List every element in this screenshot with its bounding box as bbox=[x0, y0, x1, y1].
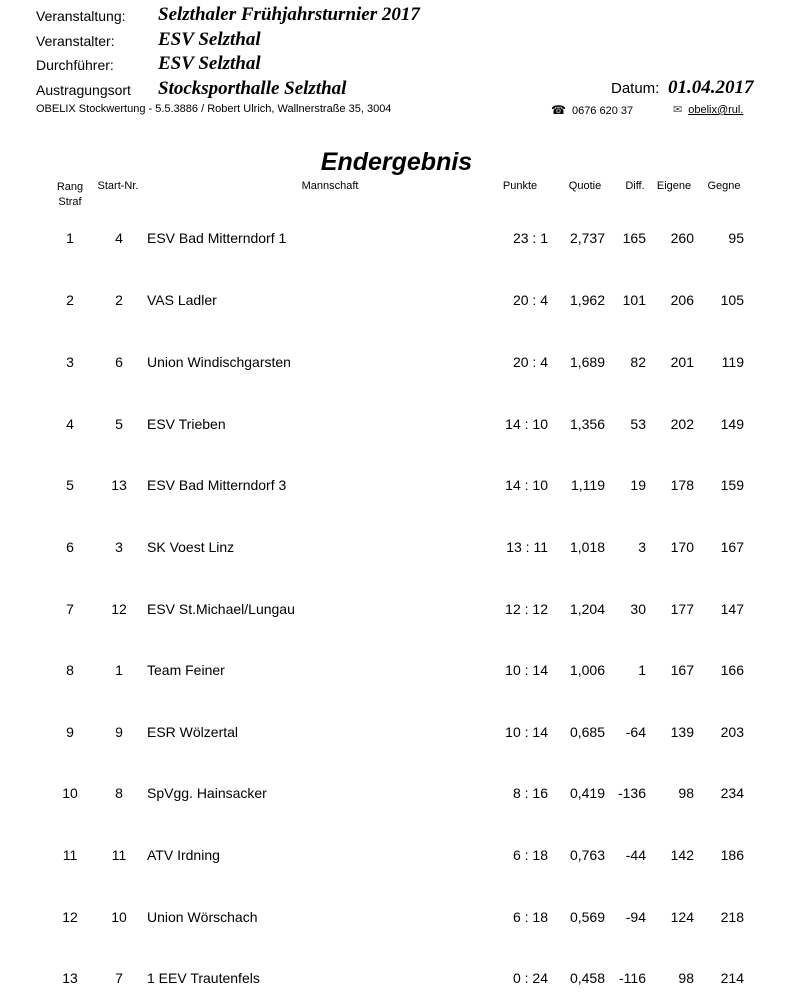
difference-cell: -136 bbox=[617, 785, 646, 801]
quotient-cell: 2,737 bbox=[569, 230, 605, 246]
quotient-cell: 1,119 bbox=[571, 477, 605, 493]
quotient-cell: 1,356 bbox=[569, 416, 605, 432]
start-nr-cell: 3 bbox=[115, 539, 123, 555]
rang-label: Rang bbox=[56, 181, 84, 193]
quotient-cell: 1,018 bbox=[569, 539, 605, 555]
points-cell: 20 : 4 bbox=[512, 292, 548, 308]
start-nr-cell: 10 bbox=[111, 909, 127, 925]
executor-name: ESV Selzthal bbox=[158, 53, 261, 74]
difference-cell: 30 bbox=[630, 601, 646, 617]
opponent-score-cell: 95 bbox=[728, 230, 744, 246]
team-cell: Union Wörschach bbox=[147, 909, 258, 925]
rank-cell: 7 bbox=[66, 601, 74, 617]
date-label: Datum: bbox=[611, 80, 660, 97]
column-header-quotie: Quotie bbox=[568, 180, 602, 192]
team-cell: ESV St.Michael/Lungau bbox=[147, 601, 295, 617]
rank-cell: 2 bbox=[66, 292, 74, 308]
venue-name: Stocksporthalle Selzthal bbox=[158, 78, 347, 99]
points-cell: 13 : 11 bbox=[506, 539, 548, 555]
team-cell: Team Feiner bbox=[147, 662, 225, 678]
start-nr-cell: 12 bbox=[111, 601, 127, 617]
team-cell: Union Windischgarsten bbox=[147, 354, 291, 370]
start-nr-cell: 9 bbox=[115, 724, 123, 740]
points-cell: 6 : 18 bbox=[512, 847, 548, 863]
own-score-cell: 139 bbox=[670, 724, 694, 740]
difference-cell: 1 bbox=[638, 662, 646, 678]
table-row bbox=[0, 724, 800, 744]
difference-cell: 53 bbox=[630, 416, 646, 432]
opponent-score-cell: 167 bbox=[720, 539, 744, 555]
quotient-cell: 0,763 bbox=[569, 847, 605, 863]
table-row bbox=[0, 970, 800, 990]
quotient-cell: 0,685 bbox=[569, 724, 605, 740]
email-address[interactable]: obelix@rul. bbox=[688, 104, 744, 116]
straf-label: Straf bbox=[58, 196, 82, 208]
points-cell: 14 : 10 bbox=[505, 477, 548, 493]
start-nr-cell: 4 bbox=[115, 230, 123, 246]
table-row bbox=[0, 292, 800, 312]
own-score-cell: 202 bbox=[670, 416, 694, 432]
column-header-eigene: Eigene bbox=[656, 180, 692, 192]
quotient-cell: 1,204 bbox=[569, 601, 605, 617]
software-credit: OBELIX Stockwertung - 5.5.3886 / Robert Ulrich, Wallnerstraße 35, 3004 bbox=[36, 103, 392, 115]
column-header-gegne: Gegne bbox=[707, 180, 741, 192]
table-row bbox=[0, 230, 800, 250]
quotient-cell: 0,458 bbox=[569, 970, 605, 986]
points-cell: 23 : 1 bbox=[512, 230, 548, 246]
start-nr-cell: 2 bbox=[115, 292, 123, 308]
opponent-score-cell: 166 bbox=[720, 662, 744, 678]
difference-cell: -94 bbox=[625, 909, 646, 925]
points-cell: 10 : 14 bbox=[505, 724, 548, 740]
difference-cell: 82 bbox=[630, 354, 646, 370]
table-row bbox=[0, 785, 800, 805]
column-header-rang bbox=[52, 180, 88, 210]
start-nr-cell: 7 bbox=[115, 970, 123, 986]
team-cell: SK Voest Linz bbox=[147, 539, 235, 555]
team-cell: ATV Irdning bbox=[147, 847, 220, 863]
difference-cell: -116 bbox=[619, 970, 646, 986]
table-row bbox=[0, 539, 800, 559]
team-cell: ESV Bad Mitterndorf 3 bbox=[147, 477, 287, 493]
column-header-punkte: Punkte bbox=[502, 180, 538, 192]
rank-cell: 6 bbox=[66, 539, 74, 555]
venue-label: Austragungsort bbox=[36, 82, 131, 98]
organizer-name: ESV Selzthal bbox=[158, 29, 261, 50]
team-cell: ESV Bad Mitterndorf 1 bbox=[147, 230, 287, 246]
opponent-score-cell: 218 bbox=[720, 909, 744, 925]
difference-cell: 165 bbox=[622, 230, 646, 246]
column-header-diff: Diff. bbox=[625, 180, 645, 192]
opponent-score-cell: 214 bbox=[720, 970, 744, 986]
own-score-cell: 167 bbox=[670, 662, 694, 678]
rank-cell: 10 bbox=[62, 785, 78, 801]
own-score-cell: 98 bbox=[678, 970, 694, 986]
table-row bbox=[0, 662, 800, 682]
phone-number: 0676 620 37 bbox=[571, 105, 634, 117]
column-header-start-nr: Start-Nr. bbox=[97, 180, 139, 192]
quotient-cell: 1,962 bbox=[569, 292, 605, 308]
opponent-score-cell: 149 bbox=[720, 416, 744, 432]
team-cell: 1 EEV Trautenfels bbox=[147, 970, 260, 986]
team-cell: VAS Ladler bbox=[147, 292, 217, 308]
opponent-score-cell: 234 bbox=[720, 785, 744, 801]
rank-cell: 9 bbox=[66, 724, 74, 740]
rank-cell: 3 bbox=[66, 354, 74, 370]
telephone-icon: ☎ bbox=[551, 103, 566, 117]
points-cell: 0 : 24 bbox=[512, 970, 548, 986]
table-row bbox=[0, 354, 800, 374]
own-score-cell: 260 bbox=[670, 230, 694, 246]
points-cell: 8 : 16 bbox=[512, 785, 548, 801]
rank-cell: 1 bbox=[66, 230, 74, 246]
quotient-cell: 0,569 bbox=[569, 909, 605, 925]
event-label: Veranstaltung: bbox=[36, 8, 126, 24]
quotient-cell: 1,689 bbox=[569, 354, 605, 370]
points-cell: 20 : 4 bbox=[512, 354, 548, 370]
opponent-score-cell: 105 bbox=[720, 292, 744, 308]
points-cell: 12 : 12 bbox=[505, 601, 548, 617]
organizer-label: Veranstalter: bbox=[36, 33, 115, 49]
rank-cell: 4 bbox=[66, 416, 74, 432]
quotient-cell: 1,006 bbox=[569, 662, 605, 678]
rank-cell: 13 bbox=[62, 970, 78, 986]
start-nr-cell: 11 bbox=[111, 847, 127, 863]
email-contact[interactable] bbox=[673, 103, 743, 116]
phone-contact bbox=[551, 103, 633, 117]
start-nr-cell: 5 bbox=[115, 416, 123, 432]
own-score-cell: 124 bbox=[670, 909, 694, 925]
difference-cell: 101 bbox=[622, 292, 646, 308]
points-cell: 6 : 18 bbox=[512, 909, 548, 925]
executor-label: Durchführer: bbox=[36, 57, 114, 73]
own-score-cell: 178 bbox=[670, 477, 694, 493]
rank-cell: 5 bbox=[66, 477, 74, 493]
difference-cell: -44 bbox=[625, 847, 646, 863]
points-cell: 10 : 14 bbox=[505, 662, 548, 678]
own-score-cell: 177 bbox=[670, 601, 694, 617]
own-score-cell: 98 bbox=[678, 785, 694, 801]
opponent-score-cell: 203 bbox=[720, 724, 744, 740]
difference-cell: 19 bbox=[630, 477, 646, 493]
points-cell: 14 : 10 bbox=[505, 416, 548, 432]
own-score-cell: 201 bbox=[670, 354, 694, 370]
own-score-cell: 142 bbox=[670, 847, 694, 863]
team-cell: SpVgg. Hainsacker bbox=[147, 785, 267, 801]
table-row bbox=[0, 601, 800, 621]
difference-cell: 3 bbox=[638, 539, 646, 555]
start-nr-cell: 6 bbox=[115, 354, 123, 370]
opponent-score-cell: 147 bbox=[720, 601, 744, 617]
rank-cell: 8 bbox=[66, 662, 74, 678]
table-row bbox=[0, 416, 800, 436]
team-cell: ESR Wölzertal bbox=[147, 724, 239, 740]
start-nr-cell: 8 bbox=[115, 785, 123, 801]
own-score-cell: 170 bbox=[670, 539, 694, 555]
opponent-score-cell: 159 bbox=[720, 477, 744, 493]
envelope-icon: ✉ bbox=[673, 104, 683, 116]
opponent-score-cell: 186 bbox=[720, 847, 744, 863]
start-nr-cell: 1 bbox=[115, 662, 123, 678]
rank-cell: 12 bbox=[62, 909, 78, 925]
difference-cell: -64 bbox=[625, 724, 646, 740]
start-nr-cell: 13 bbox=[111, 477, 127, 493]
quotient-cell: 0,419 bbox=[569, 785, 605, 801]
event-name: Selzthaler Frühjahrsturnier 2017 bbox=[158, 4, 420, 25]
column-header-mannschaft: Mannschaft bbox=[301, 180, 359, 192]
rank-cell: 11 bbox=[62, 847, 78, 863]
own-score-cell: 206 bbox=[670, 292, 694, 308]
team-cell: ESV Trieben bbox=[147, 416, 226, 432]
page-title: Endergebnis bbox=[320, 148, 473, 176]
table-row bbox=[0, 847, 800, 867]
opponent-score-cell: 119 bbox=[721, 354, 744, 370]
date-value: 01.04.2017 bbox=[668, 77, 754, 98]
table-row bbox=[0, 909, 800, 929]
table-row bbox=[0, 477, 800, 497]
